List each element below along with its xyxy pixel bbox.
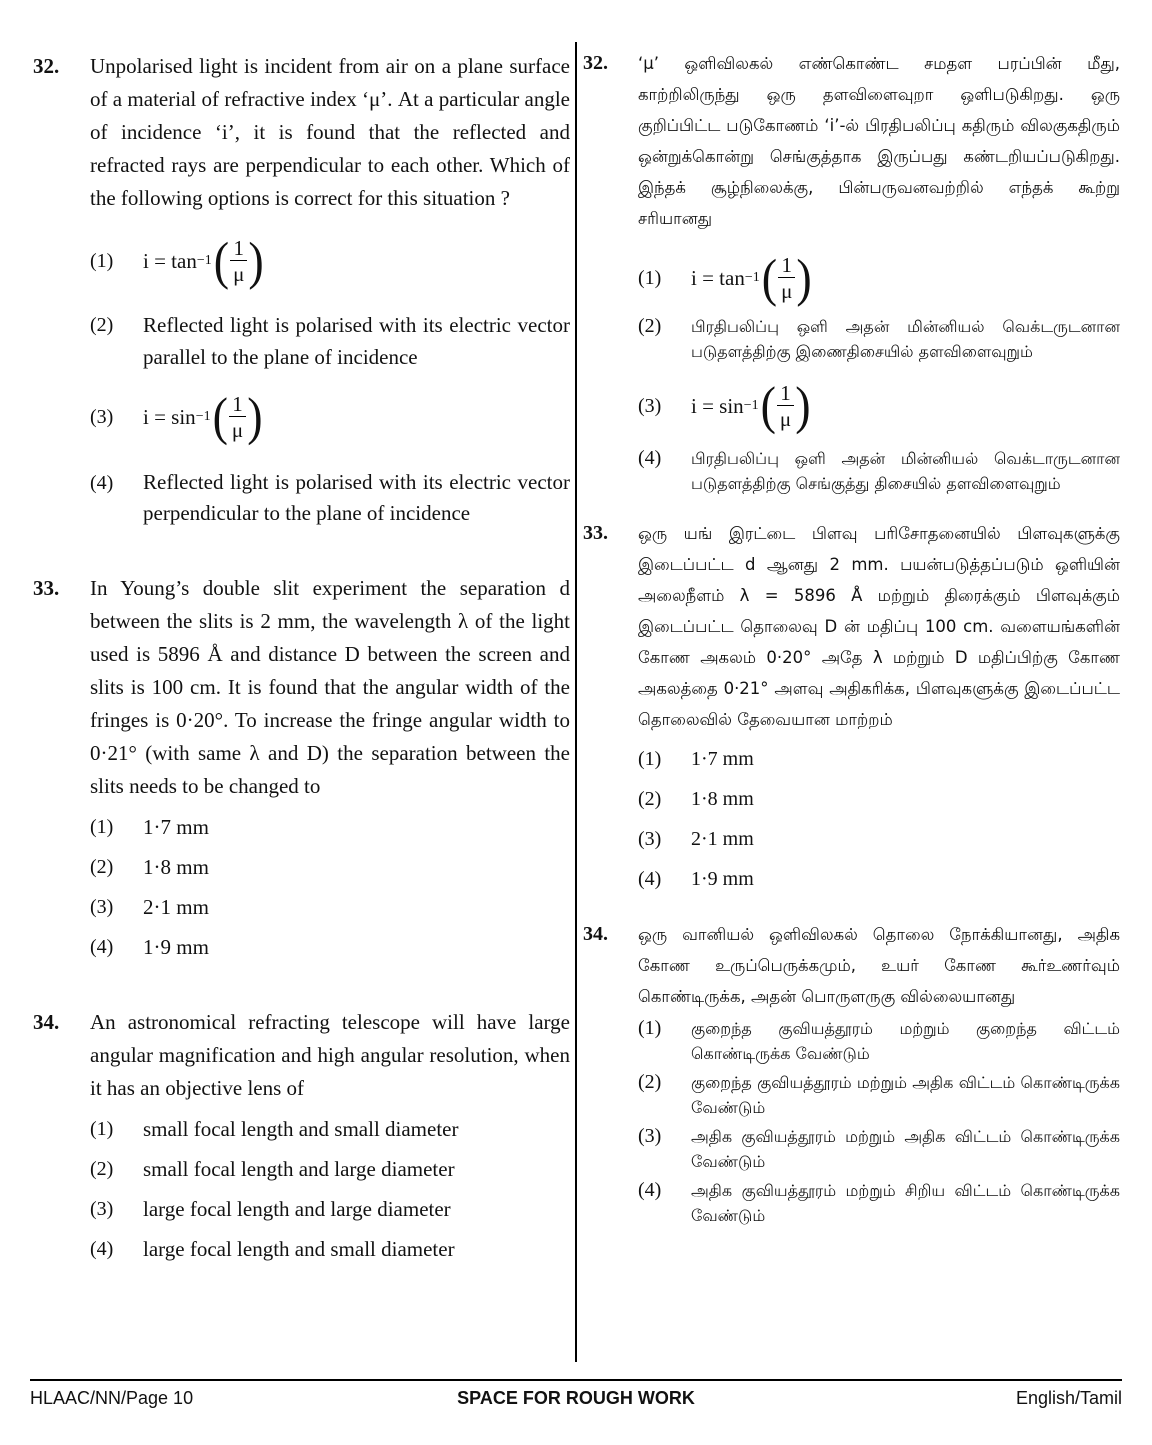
option-4: (4) 1·9 mm <box>638 868 754 890</box>
option-2: (2) 1·8 mm <box>638 788 754 810</box>
option-3 <box>90 387 570 447</box>
question-number: 32. <box>583 52 608 74</box>
option-number: (4) <box>90 472 114 494</box>
question-33-en <box>30 572 570 963</box>
option-text: Reflected light is polarised with its electric vector parallel to the plane of incidence <box>143 313 570 369</box>
formula: i = tan −1 ( $\frac{1}{\mu}$ ) <box>691 248 812 307</box>
question-text: ஒரு வானியல் ஒளிவிலகல் தொலை நோக்கியானது, அதிக கோண உருப்பெருக்கமும், உயர் கோண கூர்உணர்வும் கொண்டிருக்க, அதன் பொருளருகு வில்லையானது <box>638 925 1120 1006</box>
option-3: (3) 2·1 mm <box>90 895 209 919</box>
question-number: 32. <box>33 54 60 78</box>
option-number: (1) <box>90 250 114 272</box>
option-3: (3) i = sin −1 ( $\frac{1}{\mu}$ ) <box>638 376 1120 436</box>
question-number: 34. <box>583 923 608 945</box>
footer-rule <box>30 1379 1122 1381</box>
tamil-column <box>580 48 1120 1228</box>
option-4: (4) large focal length and small diameter <box>90 1237 455 1261</box>
page-code: HLAAC/NN/Page 10 <box>30 1388 194 1408</box>
option-2: (2) 1·8 mm <box>90 855 209 879</box>
option-1: (1) i = tan −1 ( $\frac{1}{\mu}$ ) <box>638 248 1120 308</box>
option-1: (1) small focal length and small diameter <box>90 1117 459 1141</box>
question-34-en <box>30 1006 570 1265</box>
question-33-ta <box>580 518 1120 895</box>
formula: i = sin −1 ( $\frac{1}{\mu}$ ) <box>691 376 811 435</box>
formula: i = sin −1 ( $\frac{1}{\mu}$ ) <box>143 387 263 446</box>
option-4: (4) 1·9 mm <box>90 935 209 959</box>
column-divider <box>575 42 577 1362</box>
option-1: (1) குறைந்த குவியத்தூரம் மற்றும் குறைந்த விட்டம் கொண்டிருக்க வேண்டும் <box>638 1017 1120 1063</box>
option-4 <box>90 467 570 529</box>
option-3: (3) large focal length and large diameter <box>90 1197 451 1221</box>
option-4: (4) அதிக குவியத்தூரம் மற்றும் சிறிய விட்டம் கொண்டிருக்க வேண்டும் <box>638 1179 1120 1225</box>
question-text: Unpolarised light is incident from air on a plane surface of a material of refractive index ‘μ’. At a particular angle of incidence ‘i’, it is found that the reflected and refracted rays are perpendicular to each other. Which of the following options is correct for this situation ? <box>90 54 570 210</box>
question-number: 34. <box>33 1010 60 1034</box>
option-2: (2) பிரதிபலிப்பு ஒளி அதன் மின்னியல் வெக்டருடனான படுதளத்திற்கு இணைதிசையில் தளவிளைவுறும் <box>638 315 1120 361</box>
question-number: 33. <box>33 576 60 600</box>
option-3: (3) 2·1 mm <box>638 828 754 850</box>
question-32-en <box>30 50 570 529</box>
option-2 <box>90 309 570 373</box>
option-text: Reflected light is polarised with its electric vector perpendicular to the plane of incidence <box>143 470 570 525</box>
question-text: ‘μ’ ஒளிவிலகல் எண்கொண்ட சமதள பரப்பின் மீது, காற்றிலிருந்து ஒரு தளவிளைவுறா ஒளிபடுகிறது. ஒரு குறிப்பிட்ட படுகோணம் ‘i’-ல் பிரதிபலிப்பு கதிரும் விலகுகதிரும் ஒன்றுக்கொன்று செங்குத்தாக இருப்பது கண்டறியப்படுகிறது. இந்தக் சூழ்நிலைக்கு, பின்பருவனவற்றில் எந்தக் கூற்று சரியானது <box>638 54 1120 228</box>
option-1: (1) 1·7 mm <box>90 815 209 839</box>
option-4: (4) பிரதிபலிப்பு ஒளி அதன் மின்னியல் வெக்டாருடனான படுதளத்திற்கு செங்குத்து திசையில் தளவிளைவுறும் <box>638 447 1120 493</box>
language-label: English/Tamil <box>1015 1388 1122 1408</box>
question-text: In Young’s double slit experiment the separation d between the slits is 2 mm, the wavelength λ of the light used is 5896 Å and distance D between the screen and slits is 100 cm. It is found that the angular width of the fringes is 0·20°. To increase the fringe angular width to 0·21° (with same λ and D) the separation between the slits needs to be changed to <box>90 576 570 798</box>
rough-work-label: SPACE FOR ROUGH WORK <box>457 1388 695 1408</box>
question-34-ta <box>580 919 1120 1228</box>
option-2: (2) குறைந்த குவியத்தூரம் மற்றும் அதிக விட்டம் கொண்டிருக்க வேண்டும் <box>638 1071 1120 1117</box>
question-32-ta <box>580 48 1120 496</box>
question-number: 33. <box>583 522 608 544</box>
option-3: (3) அதிக குவியத்தூரம் மற்றும் அதிக விட்டம் கொண்டிருக்க வேண்டும் <box>638 1125 1120 1171</box>
option-2: (2) small focal length and large diameter <box>90 1157 455 1181</box>
option-number: (3) <box>90 406 114 428</box>
option-1: (1) 1·7 mm <box>638 748 754 770</box>
option-number: (2) <box>90 314 114 336</box>
option-1 <box>90 231 570 291</box>
page-footer <box>30 1388 1122 1418</box>
question-text: ஒரு யங் இரட்டை பிளவு பரிசோதனையில் பிளவுகளுக்கு இடைப்பட்ட d ஆனது 2 mm. பயன்படுத்தப்படும் ஒளியின் அலைநீளம் λ = 5896 Å மற்றும் திரைக்கும் பிளவுக்கும் இடைப்பட்ட தொலைவு D ன் மதிப்பு 100 cm. வளையங்களின் கோண அகலம் 0·20° அதே λ மற்றும் D மதிப்பிற்கு கோண அகலத்தை 0·21° அளவு அதிகரிக்க, பிளவுகளுக்கு இடைப்பட்ட தொலைவில் தேவையான மாற்றம் <box>638 524 1120 729</box>
formula: i = tan −1 ( $\frac{1}{\mu}$ ) <box>143 231 264 290</box>
question-text: An astronomical refracting telescope will have large angular magnification and high angular resolution, when it has an objective lens of <box>90 1010 570 1100</box>
english-column <box>30 48 570 1265</box>
